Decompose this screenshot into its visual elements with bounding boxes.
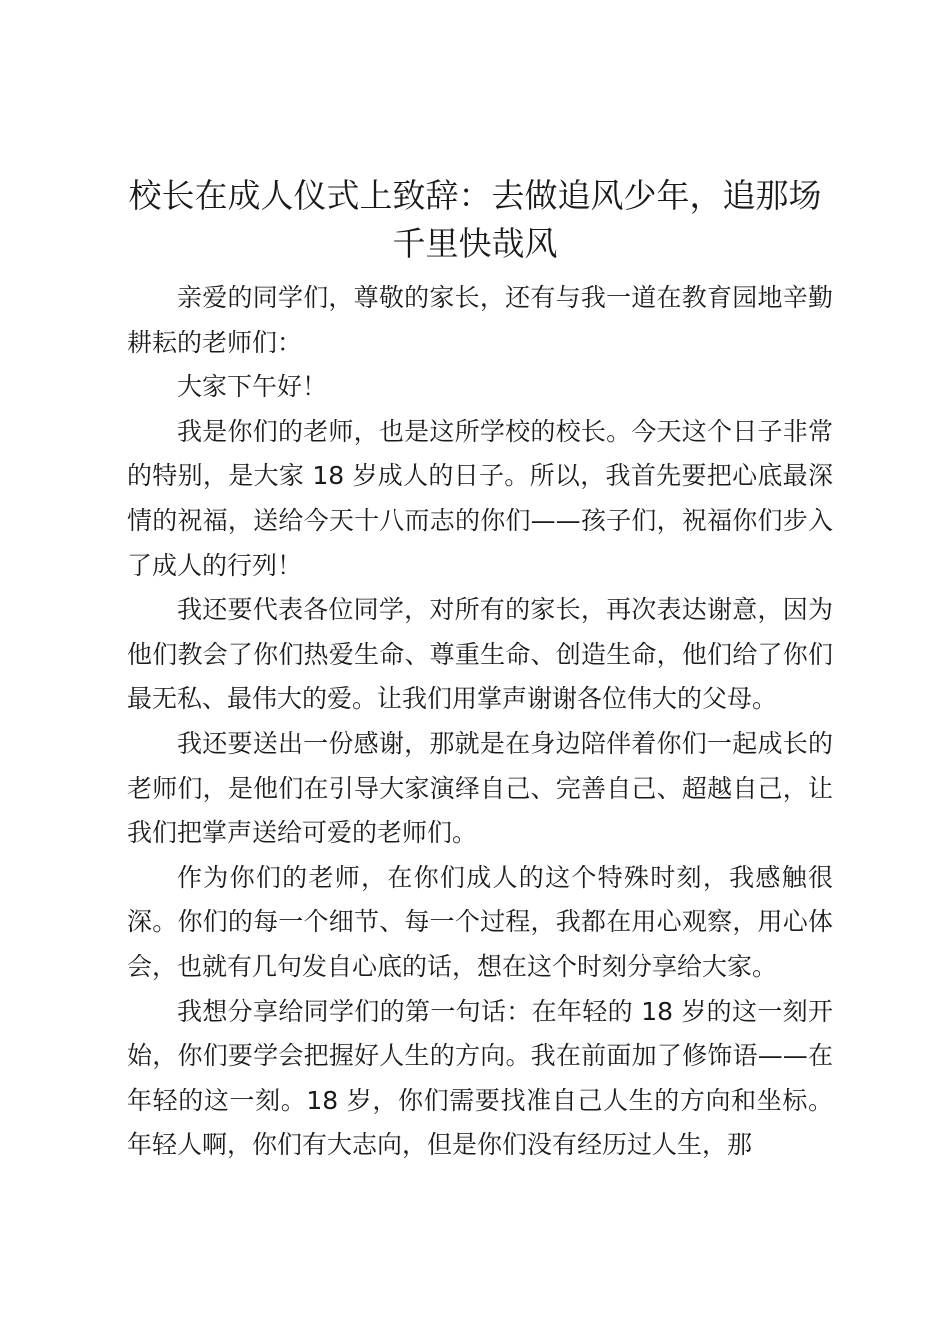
paragraph-reflection: 作为你们的老师，在你们成人的这个特殊时刻，我感触很深。你们的每一个细节、每一个过程，我都在用心观察，用心体会，也就有几句发自心底的话，想在这个时刻分享给大家。	[127, 862, 833, 981]
document-title: 校长在成人仪式上致辞：去做追风少年，追那场千里快哉风	[128, 176, 822, 263]
paragraph-salutation: 亲爱的同学们，尊敬的家长，还有与我一道在教育园地辛勤耕耘的老师们：	[127, 283, 833, 357]
paragraph-thanks-teachers: 我还要送出一份感谢，那就是在身边陪伴着你们一起成长的老师们，是他们在引导大家演绎自己、完善自己、超越自己，让我们把掌声送给可爱的老师们。	[127, 728, 833, 848]
paragraph-first-advice: 我想分享给同学们的第一句话：在年轻的 18 岁的这一刻开始，你们要学会把握好人生的方向。我在前面加了修饰语——在年轻的这一刻。18 岁，你们需要找准自己人生的方向和坐标。年轻人啊，你们有大志向，但是你们没有经历过人生，那	[127, 996, 833, 1160]
paragraph-greeting: 大家下午好！	[177, 372, 328, 402]
paragraph-thanks-parents: 我还要代表各位同学，对所有的家长，再次表达谢意，因为他们教会了你们热爱生命、尊重生命、创造生命，他们给了你们最无私、最伟大的爱。让我们用掌声谢谢各位伟大的父母。	[127, 595, 833, 714]
paragraph-introduction: 我是你们的老师，也是这所学校的校长。今天这个日子非常的特别，是大家 18 岁成人的日子。所以，我首先要把心底最深情的祝福，送给今天十八而志的你们——孩子们，祝福你们步入了成人的行列！	[127, 416, 833, 580]
document-body	[127, 276, 833, 1168]
